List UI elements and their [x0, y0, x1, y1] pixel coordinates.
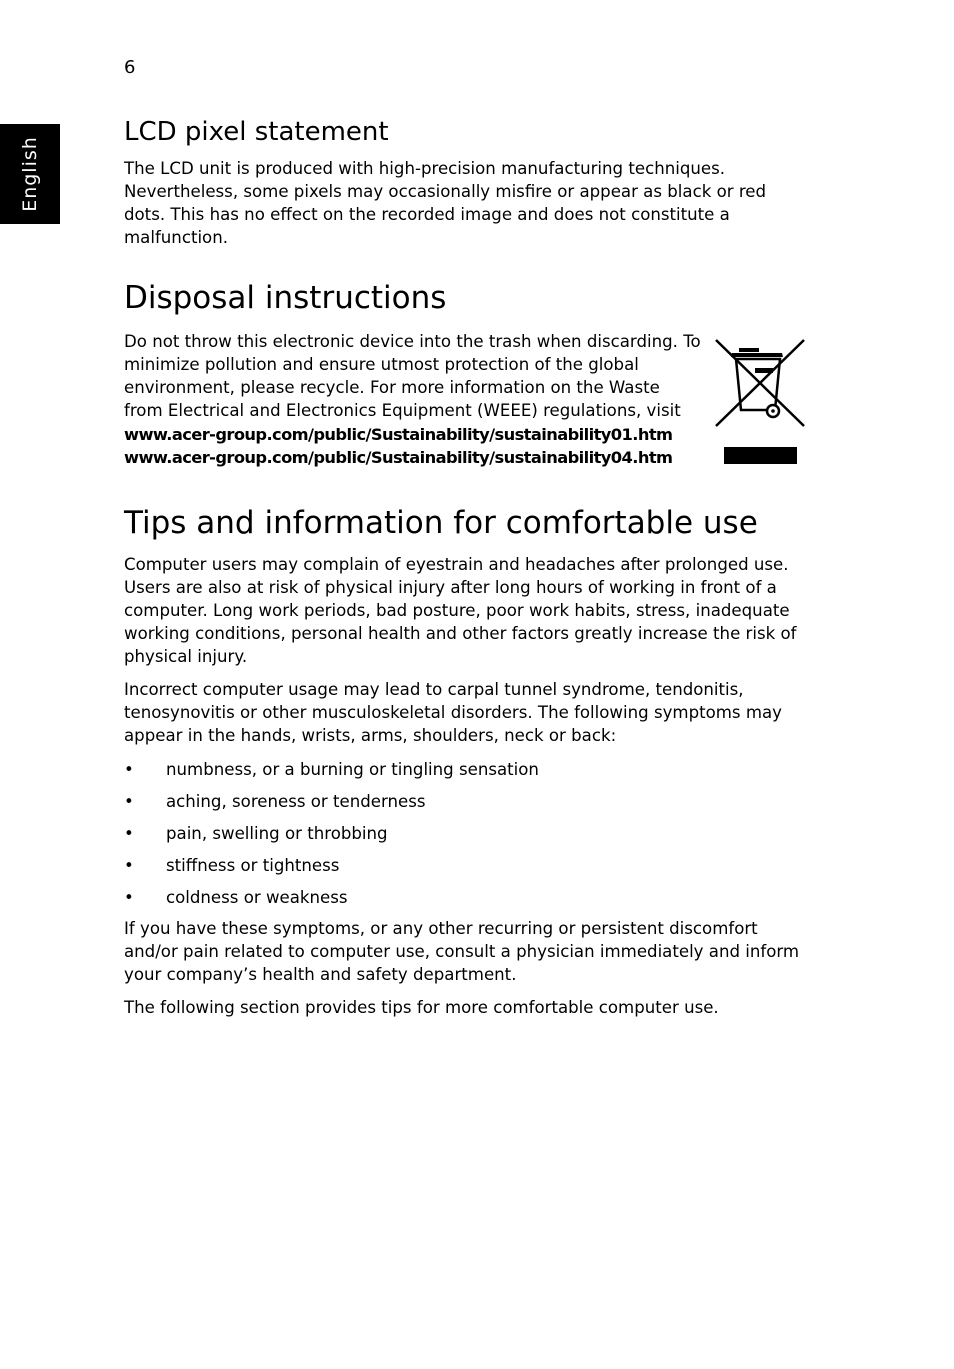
lcd-heading: LCD pixel statement	[124, 117, 389, 147]
crossed-out-wheelie-bin-icon	[712, 336, 808, 468]
language-tab	[0, 124, 60, 224]
list-item	[124, 822, 804, 854]
comfort-heading: Tips and information for comfortable use	[124, 505, 758, 541]
weee-link-1[interactable]: www.acer-group.com/public/Sustainability/sustainability01.htm	[124, 425, 673, 444]
page-number: 6	[124, 57, 136, 78]
comfort-para-1: Computer users may complain of eyestrain and headaches after prolonged use. Users are also at risk of physical injury after long hours of working in front of a computer. Long work periods, bad posture, poor work habits, stress, inadequate working conditions, personal health and other factors greatly increase the risk of physical injury.	[124, 555, 797, 667]
bullet: •	[124, 888, 134, 907]
comfort-para-2: Incorrect computer usage may lead to carpal tunnel syndrome, tendonitis, tenosynovitis or other musculoskeletal disorders. The following symptoms may appear in the hands, wrists, arms, shoulders, neck or back:	[124, 680, 782, 746]
language-tab-label: English	[19, 136, 41, 212]
weee-link-2[interactable]: www.acer-group.com/public/Sustainability/sustainability04.htm	[124, 448, 673, 467]
comfort-para-4: The following section provides tips for more comfortable computer use.	[124, 998, 719, 1017]
symptom-list	[124, 758, 804, 918]
bullet: •	[124, 792, 134, 811]
symptom-text: aching, soreness or tenderness	[166, 792, 426, 811]
disposal-body: Do not throw this electronic device into the trash when discarding. To minimize pollution and ensure utmost protection of the global environment, please recycle. For more information on the Waste from Electrical and Electronics Equipment (WEEE) regulations, visit	[124, 332, 701, 421]
symptom-text: pain, swelling or throbbing	[166, 824, 388, 843]
symptom-text: stiffness or tightness	[166, 856, 340, 875]
bullet: •	[124, 824, 134, 843]
list-item	[124, 758, 804, 790]
bullet: •	[124, 856, 134, 875]
disposal-heading: Disposal instructions	[124, 280, 447, 316]
symptom-text: numbness, or a burning or tingling sensation	[166, 760, 539, 779]
list-item	[124, 790, 804, 822]
list-item	[124, 886, 804, 918]
bullet: •	[124, 760, 134, 779]
comfort-para-3: If you have these symptoms, or any other recurring or persistent discomfort and/or pain related to computer use, consult a physician immediately and inform your company’s health and safety department.	[124, 919, 800, 985]
list-item	[124, 854, 804, 886]
lcd-body: The LCD unit is produced with high-precision manufacturing techniques. Nevertheless, some pixels may occasionally misfire or appear as black or red dots. This has no effect on the recorded image and does not constitute a malfunction.	[124, 159, 767, 248]
symptom-text: coldness or weakness	[166, 888, 348, 907]
